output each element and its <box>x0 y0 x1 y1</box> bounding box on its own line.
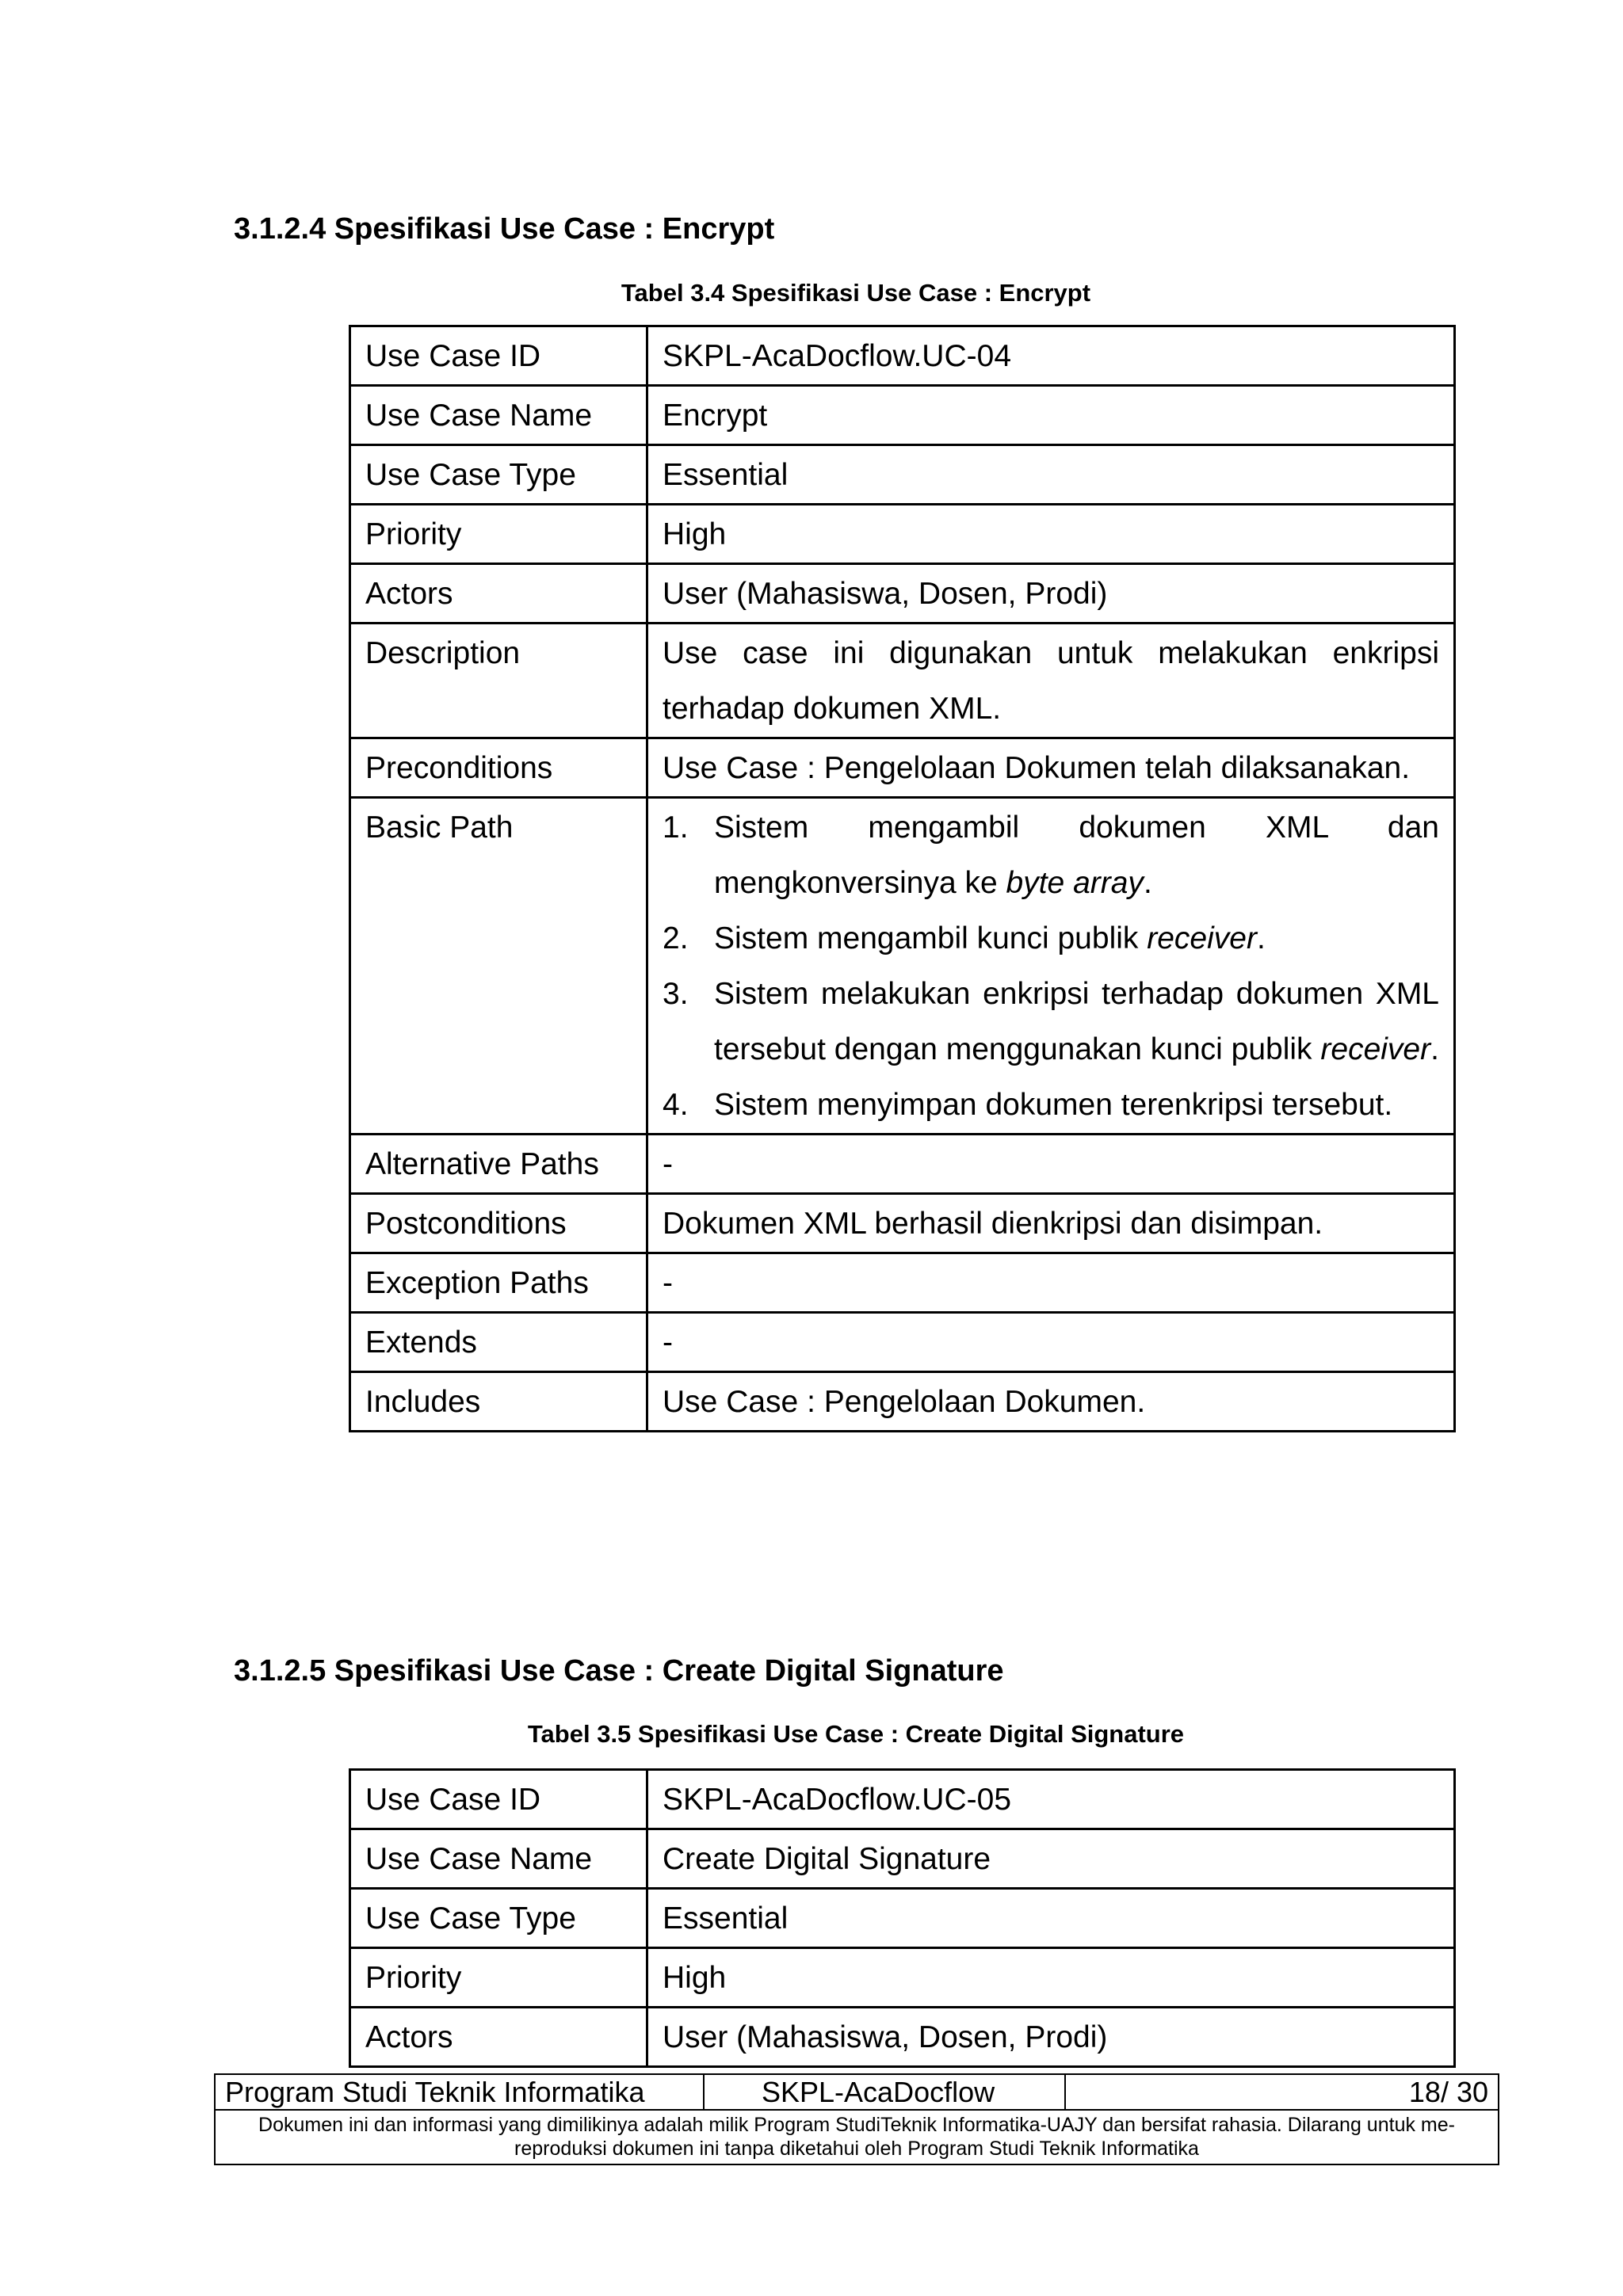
step-text: Sistem mengambil kunci publik receiver. <box>714 921 1266 955</box>
table-row <box>350 564 1455 624</box>
table-row <box>350 1135 1455 1194</box>
row-label: Use Case Name <box>350 386 647 445</box>
table-row <box>350 1194 1455 1253</box>
table-row <box>350 445 1455 505</box>
row-value: - <box>647 1313 1455 1372</box>
row-label: Use Case Name <box>350 1829 647 1889</box>
section-heading-create-digital-signature: 3.1.2.5 Spesifikasi Use Case : Create Digital Signature <box>234 1654 1004 1688</box>
use-case-table-encrypt <box>349 325 1456 1432</box>
list-item <box>663 1077 1439 1133</box>
step-number: 1. <box>663 810 689 845</box>
basic-path-cell <box>647 798 1455 1135</box>
row-value: High <box>647 505 1455 564</box>
table-row <box>350 1889 1455 1948</box>
table-row <box>350 624 1455 738</box>
row-value: Encrypt <box>647 386 1455 445</box>
row-label: Actors <box>350 2008 647 2067</box>
row-value: User (Mahasiswa, Dosen, Prodi) <box>647 564 1455 624</box>
row-value: - <box>647 1253 1455 1313</box>
row-label: Basic Path <box>350 798 647 1135</box>
row-label: Alternative Paths <box>350 1135 647 1194</box>
row-value: Create Digital Signature <box>647 1829 1455 1889</box>
row-label: Includes <box>350 1372 647 1432</box>
row-label: Use Case ID <box>350 326 647 386</box>
row-value: Use Case : Pengelolaan Dokumen. <box>647 1372 1455 1432</box>
row-label: Exception Paths <box>350 1253 647 1313</box>
step-text: Sistem melakukan enkripsi terhadap dokumen XML tersebut dengan menggunakan kunci publik receiver. <box>714 977 1439 1066</box>
table-row <box>350 738 1455 798</box>
row-value: - <box>647 1135 1455 1194</box>
row-label: Preconditions <box>350 738 647 798</box>
footer-program: Program Studi Teknik Informatika <box>215 2074 704 2110</box>
table-row <box>350 798 1455 1135</box>
table-row <box>350 326 1455 386</box>
table-row <box>350 1829 1455 1889</box>
table-row <box>350 1313 1455 1372</box>
list-item <box>663 800 1439 911</box>
table-row <box>350 1770 1455 1829</box>
row-value: Essential <box>647 445 1455 505</box>
row-label: Extends <box>350 1313 647 1372</box>
step-number: 4. <box>663 1088 689 1122</box>
row-value: User (Mahasiswa, Dosen, Prodi) <box>647 2008 1455 2067</box>
row-label: Description <box>350 624 647 738</box>
row-label: Postconditions <box>350 1194 647 1253</box>
row-label: Actors <box>350 564 647 624</box>
row-value: Dokumen XML berhasil dienkripsi dan disimpan. <box>647 1194 1455 1253</box>
page-footer <box>214 2073 1499 2165</box>
row-value: Essential <box>647 1889 1455 1948</box>
row-value: High <box>647 1948 1455 2008</box>
row-label: Priority <box>350 1948 647 2008</box>
row-label: Use Case ID <box>350 1770 647 1829</box>
table-row <box>350 1253 1455 1313</box>
list-item <box>663 911 1439 967</box>
table-row <box>350 386 1455 445</box>
step-text: Sistem mengambil dokumen XML dan mengkonversinya ke byte array. <box>714 810 1439 900</box>
list-item <box>663 967 1439 1077</box>
table-row <box>350 1948 1455 2008</box>
use-case-table-create-digital-signature <box>349 1768 1456 2068</box>
table-caption-create-digital-signature: Tabel 3.5 Spesifikasi Use Case : Create Digital Signature <box>527 1720 1185 1748</box>
table-row <box>350 505 1455 564</box>
footer-doc-id: SKPL-AcaDocflow <box>704 2074 1065 2110</box>
footer-page-number: 18/ 30 <box>1065 2074 1499 2110</box>
row-value: SKPL-AcaDocflow.UC-04 <box>647 326 1455 386</box>
basic-path-list <box>663 800 1439 1133</box>
table-row <box>350 1372 1455 1432</box>
row-value: SKPL-AcaDocflow.UC-05 <box>647 1770 1455 1829</box>
row-value: Use Case : Pengelolaan Dokumen telah dilaksanakan. <box>647 738 1455 798</box>
row-label: Priority <box>350 505 647 564</box>
row-label: Use Case Type <box>350 445 647 505</box>
row-value: Use case ini digunakan untuk melakukan enkripsi terhadap dokumen XML. <box>647 624 1455 738</box>
step-text: Sistem menyimpan dokumen terenkripsi tersebut. <box>714 1088 1393 1122</box>
footer-notice: Dokumen ini dan informasi yang dimilikinya adalah milik Program StudiTeknik Informatika-UAJY dan bersifat rahasia. Dilarang untuk me-reproduksi dokumen ini tanpa diketahui oleh Program Studi Teknik Informatika <box>215 2110 1499 2164</box>
table-row <box>350 2008 1455 2067</box>
step-number: 2. <box>663 921 689 955</box>
section-heading-encrypt: 3.1.2.4 Spesifikasi Use Case : Encrypt <box>234 212 775 246</box>
step-number: 3. <box>663 977 689 1011</box>
row-label: Use Case Type <box>350 1889 647 1948</box>
table-caption-encrypt: Tabel 3.4 Spesifikasi Use Case : Encrypt <box>621 279 1091 307</box>
